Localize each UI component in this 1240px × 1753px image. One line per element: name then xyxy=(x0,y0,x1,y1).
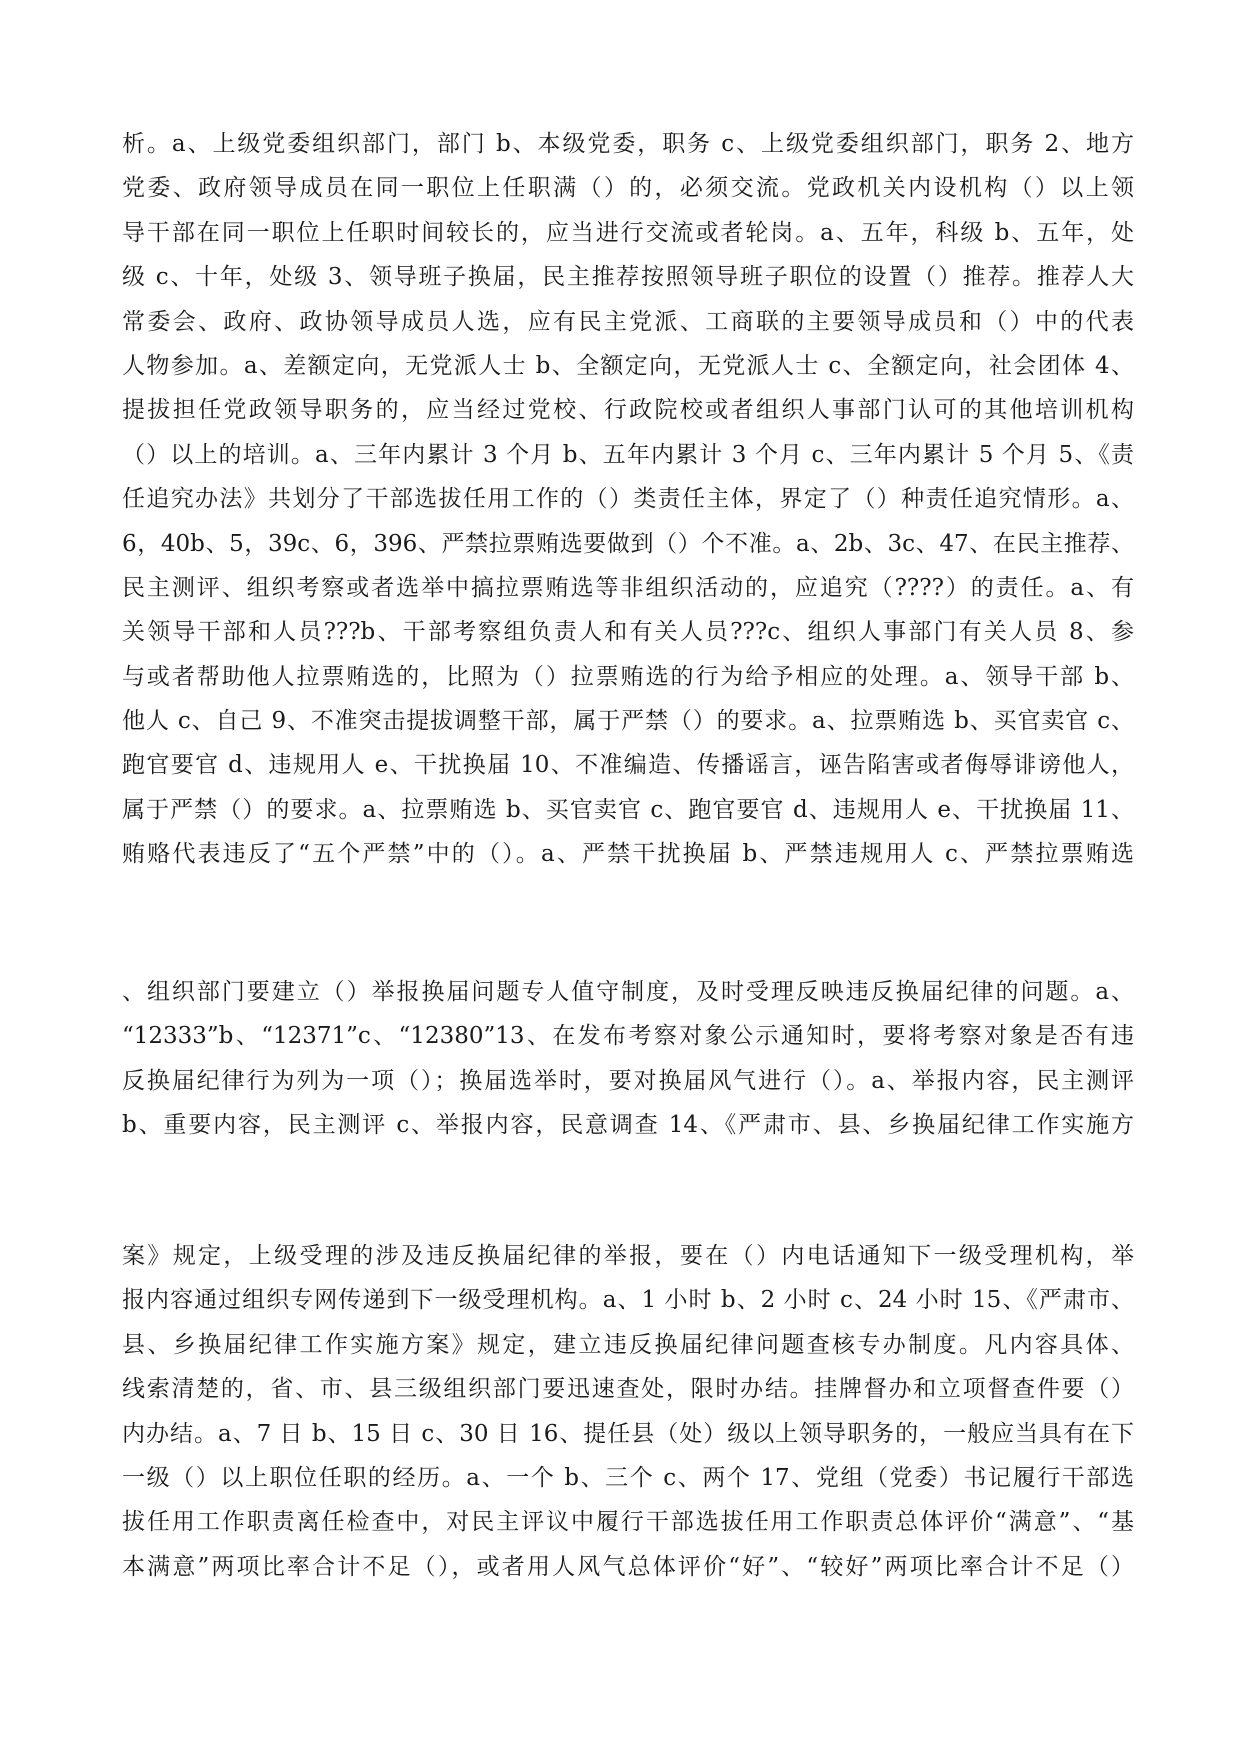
text-line: 关领导干部和人员???b、干部考察组负责人和有关人员???c、组织人事部门有关人员 8、参 xyxy=(122,619,1134,646)
text-line: 属于严禁（）的要求。a、拉票贿选 b、买官卖官 c、跑官要官 d、违规用人 e、干扰换届 11、 xyxy=(122,796,1134,823)
text-line: 他人 c、自己 9、不准突击提拔调整干部，属于严禁（）的要求。a、拉票贿选 b、买官卖官 c、 xyxy=(122,708,1134,735)
text-line: 级 c、十年，处级 3、领导班子换届，民主推荐按照领导班子职位的设置（）推荐。推荐人大 xyxy=(122,264,1134,291)
text-line: （）以上的培训。a、三年内累计 3 个月 b、五年内累计 3 个月 c、三年内累计 5 个月 5、《责 xyxy=(122,441,1134,468)
text-line: 本满意”两项比率合计不足（），或者用人风气总体评价“好”、“较好”两项比率合计不足（） xyxy=(122,1553,1134,1580)
text-line: 析。a、上级党委组织部门，部门 b、本级党委，职务 c、上级党委组织部门，职务 2、地方 xyxy=(122,131,1134,157)
text-line: 跑官要官 d、违规用人 e、干扰换届 10、不准编造、传播谣言，诬告陷害或者侮辱诽谤他人， xyxy=(122,752,1134,779)
text-line: 民主测评、组织考察或者选举中搞拉票贿选等非组织活动的，应追究（????）的责任。a、有 xyxy=(122,574,1134,601)
text-line: 县、乡换届纪律工作实施方案》规定，建立违反换届纪律问题查核专办制度。凡内容具体、 xyxy=(122,1331,1134,1358)
text-line: 反换届纪律行为列为一项（）；换届选举时，要对换届风气进行（）。a、举报内容，民主测评 xyxy=(122,1067,1134,1094)
text-line: 导干部在同一职位上任职时间较长的，应当进行交流或者轮岗。a、五年，科级 b、五年，处 xyxy=(122,219,1134,246)
text-line: 案》规定，上级受理的涉及违反换届纪律的举报，要在（）内电话通知下一级受理机构，举 xyxy=(122,1243,1134,1269)
text-line: 6，40b、5，39c、6，396、严禁拉票贿选要做到（）个不准。a、2b、3c、47、在民主推荐、 xyxy=(122,530,1134,557)
text-line: 任追究办法》共划分了干部选拔任用工作的（）类责任主体，界定了（）种责任追究情形。a、 xyxy=(122,486,1134,513)
text-line: 常委会、政府、政协领导成员人选，应有民主党派、工商联的主要领导成员和（）中的代表 xyxy=(122,308,1134,335)
text-line: 报内容通过组织专网传递到下一级受理机构。a、1 小时 b、2 小时 c、24 小时 15、《严肃市、 xyxy=(122,1287,1134,1314)
text-line: 提拔担任党政领导职务的，应当经过党校、行政院校或者组织人事部门认可的其他培训机构 xyxy=(122,397,1134,424)
text-line: 、组织部门要建立（）举报换届问题专人值守制度，及时受理反映违反换届纪律的问题。a、 xyxy=(122,979,1134,1005)
text-line: 一级（）以上职位任职的经历。a、一个 b、三个 c、两个 17、党组（党委）书记履行干部选 xyxy=(122,1464,1134,1491)
text-line: 党委、政府领导成员在同一职位上任职满（）的，必须交流。党政机关内设机构（）以上领 xyxy=(122,175,1134,202)
text-line: 拔任用工作职责离任检查中，对民主评议中履行干部选拔任用工作职责总体评价“满意”、“基 xyxy=(122,1509,1134,1536)
text-line: 与或者帮助他人拉票贿选的，比照为（）拉票贿选的行为给予相应的处理。a、领导干部 b、 xyxy=(122,663,1134,690)
text-block-2 xyxy=(122,970,1134,1148)
text-block-1 xyxy=(122,122,1134,877)
text-line: 内办结。a、7 日 b、15 日 c、30 日 16、提任县（处）级以上领导职务的，一般应当具有在下 xyxy=(122,1420,1134,1447)
text-line: b、重要内容，民主测评 c、举报内容，民意调查 14、《严肃市、县、乡换届纪律工作实施方 xyxy=(122,1112,1134,1139)
text-line: 线索清楚的，省、市、县三级组织部门要迅速查处，限时办结。挂牌督办和立项督查件要（） xyxy=(122,1376,1134,1403)
text-line: “12333”b、“12371”c、“12380”13、在发布考察对象公示通知时，要将考察对象是否有违 xyxy=(122,1023,1134,1050)
text-block-3 xyxy=(122,1234,1134,1589)
text-line: 人物参加。a、差额定向，无党派人士 b、全额定向，无党派人士 c、全额定向，社会团体 4、 xyxy=(122,352,1134,379)
text-line: 贿赂代表违反了“五个严禁”中的（）。a、严禁干扰换届 b、严禁违规用人 c、严禁拉票贿选 xyxy=(122,841,1134,868)
